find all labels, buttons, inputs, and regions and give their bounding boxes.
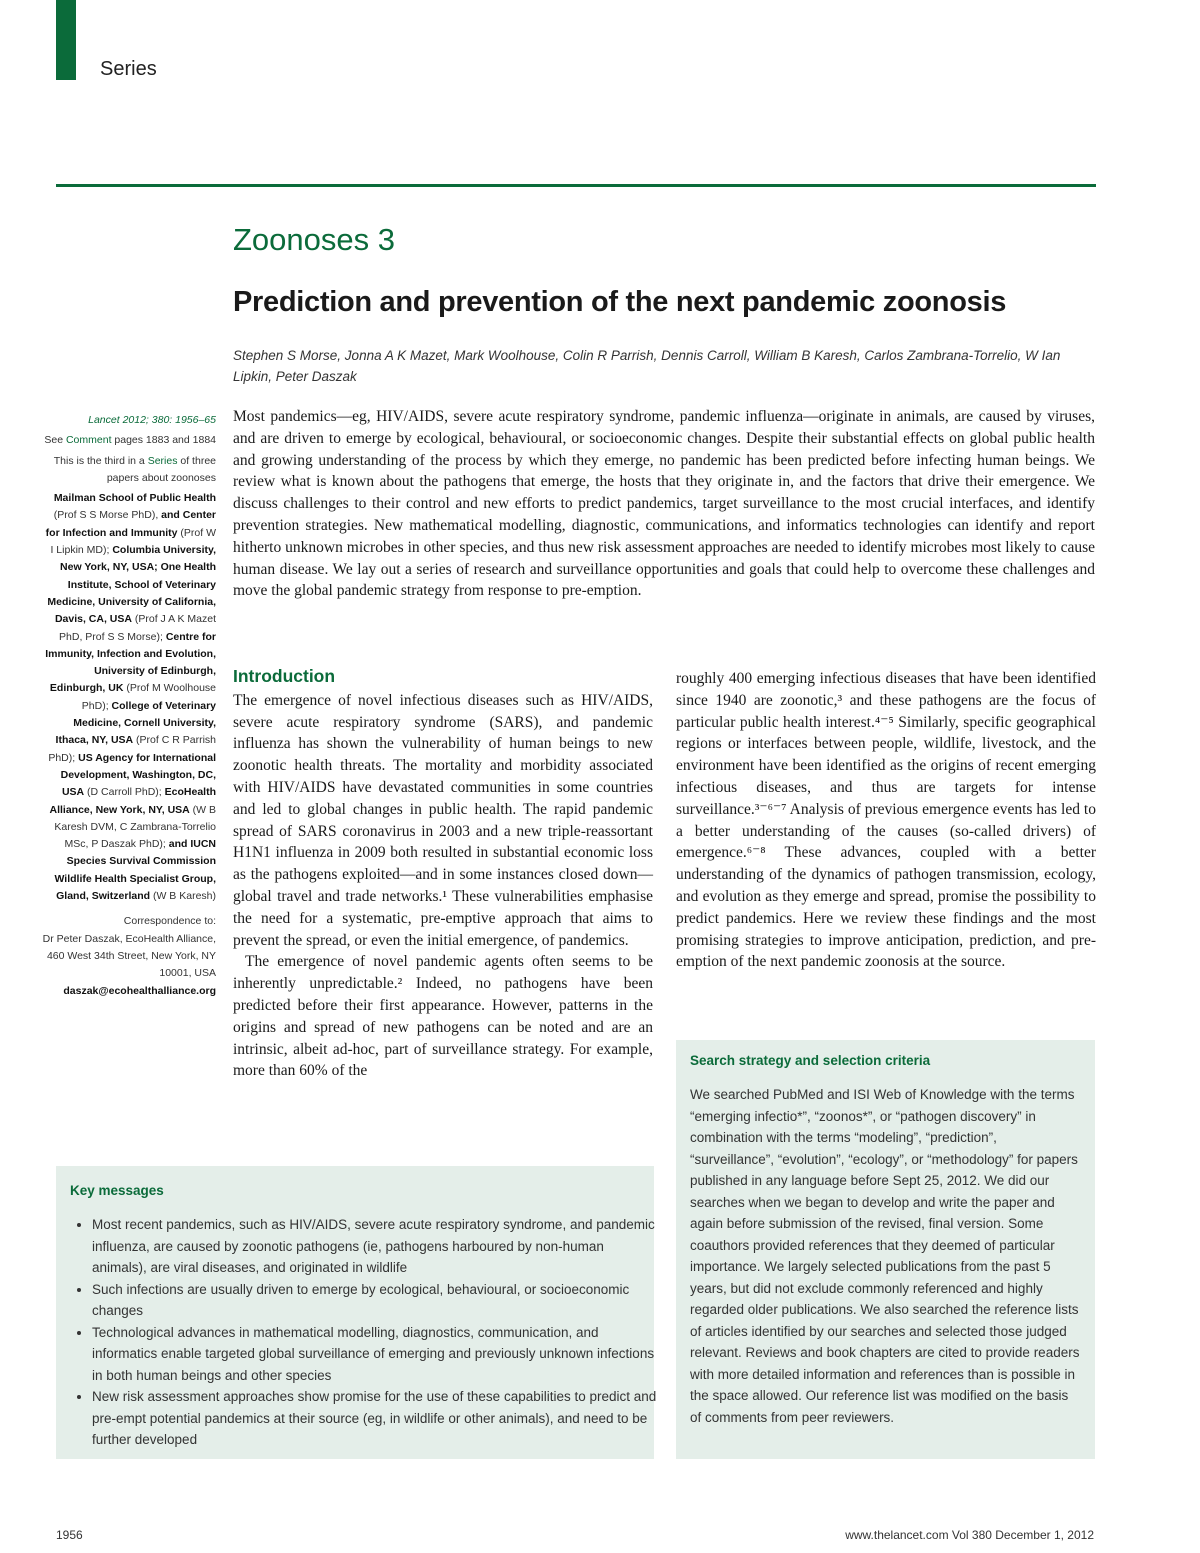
series-note: This is the third in a Series of three papers about zoonoses <box>53 454 216 484</box>
search-strategy-text: We searched PubMed and ISI Web of Knowledge with the terms “emerging infectio*”, “zoonos*”, or “pathogen discovery” in combination with the terms “modeling”, “prediction”, “surveillance”, “evolution”, “ecology”, or “methodology” for papers published in any language before Sept 25, 2012. We did our searches when we began to develop and write the paper and again before submission of the revised, final version. Some coauthors provided references that they deemed of particular importance. We largely selected publications from the past 5 years, but did not exclude commonly referenced and highly regarded older publications. We also searched the reference lists of articles identified by our searches and selected those judged relevant. Reviews and book chapters are cited to provide readers with more detailed information and references than is possible in the space allowed. Our reference list was modified on the basis of comments from peer reviewers. <box>690 1087 1080 1425</box>
list-item: • Most recent pandemics, such as HIV/AIDS, severe acute respiratory syndrome, and pandemic influenza, are caused by zoonotic pathogens (ie, pathogens harboured by non-human animals), are viral diseases, and originated in wildlife <box>92 1214 662 1279</box>
abstract: Most pandemics—eg, HIV/AIDS, severe acute respiratory syndrome, pandemic influenza—originate in animals, are caused by viruses, and are driven to emerge by ecological, behavioural, or socioeconomic changes. Despite their substantial effects on global public health and growing understanding of the process by which they emerge, no pandemic has been predicted before infecting human beings. We review what is known about the pathogens that emerge, the hosts that they originate in, and the factors that drive their emergence. We discuss challenges to their control and new efforts to predict pandemics, target surveillance to the most crucial interfaces, and identify prevention strategies. New mathematical modelling, diagnostic, communications, and informatics technologies can identify and report hitherto unknown microbes in other species, and thus new risk assessment approaches are needed to identify microbes most likely to cause human disease. We lay out a series of research and surveillance opportunities and goals that could help to overcome these challenges and move the global pandemic strategy from response to pre-emption. <box>233 408 1095 600</box>
intro-paragraph-1: The emergence of novel infectious diseases such as HIV/AIDS, severe acute respiratory syndrome (SARS), and pandemic influenza has shown the vulnerability of human beings to new zoonotic health threats. The mortality and morbidity associated with HIV/AIDS have devastated communities in some countries and led to global changes in public health. The rapid pandemic spread of SARS coronavirus in 2003 and a new triple-reassortant H1N1 influenza in 2009 both resulted in substantial economic loss as the pathogens exploited—and in some instances closed down—global travel and trade networks.¹ These vulnerabilities emphasise the need for a systematic, pre-emptive approach that aims to prevent the spread, or even the initial emergence, of pandemics. <box>233 691 653 949</box>
intro-left-column <box>233 666 653 1082</box>
list-item: • New risk assessment approaches show promise for the use of these capabilities to predict and pre-empt potential pandemics at their source (eg, in wildlife or other animals), and need to be further developed <box>92 1386 662 1451</box>
citation: Lancet 2012; 380: 1956–65 <box>88 414 216 426</box>
series-link[interactable]: Series <box>147 454 178 467</box>
article-title: Prediction and prevention of the next pandemic zoonosis <box>233 286 1007 318</box>
correspondence-email[interactable]: daszak@ecohealthalliance.org <box>63 984 216 997</box>
intro-heading: Introduction <box>233 666 336 686</box>
key-messages-panel <box>56 1166 657 1459</box>
list-item: • Technological advances in mathematical modelling, diagnostics, communication, and informatics enable targeted global surveillance of emerging and previously unknown infections in both human beings and other species <box>92 1322 662 1387</box>
page-number: 1956 <box>56 1528 83 1542</box>
correspondence: Correspondence to: Dr Peter Daszak, EcoHealth Alliance, 460 West 34th Street, New York, NY 10001, USA daszak@ecohealthalliance.org <box>42 915 216 997</box>
see-comment-note: See Comment pages 1883 and 1884 <box>44 434 216 447</box>
key-messages-heading: Key messages <box>70 1183 164 1198</box>
journal-footer: www.thelancet.com Vol 380 December 1, 2012 <box>845 1528 1094 1542</box>
series-label: Series <box>100 58 157 80</box>
header-divider <box>56 184 1096 187</box>
search-strategy-heading: Search strategy and selection criteria <box>690 1053 931 1068</box>
affiliations: Mailman School of Public Health (Prof S S Morse PhD), and Center for Infection and Immunity (Prof W I Lipkin MD); Columbia University, New York, NY, USA; One Health Institute, School of Veterinary Medicine, University of California, Davis, CA, USA (Prof J A K Mazet PhD, Prof S S Morse); Centre for Immunity, Infection and Evolution, University of Edinburgh, Edinburgh, UK (Prof M Woolhouse PhD); College of Veterinary Medicine, Cornell University, Ithaca, NY, USA (Prof C R Parrish PhD); US Agency for International Development, Washington, DC, USA (D Carroll PhD); EcoHealth Alliance, New York, NY, USA (W B Karesh DVM, C Zambrana-Torrelio MSc, P Daszak PhD); and IUCN Species Survival Commission Wildlife Health Specialist Group, Gland, Switzerland (W B Karesh) <box>45 492 216 903</box>
list-item: • Such infections are usually driven to emerge by ecological, behavioural, or socioeconomic changes <box>92 1279 662 1322</box>
series-number: Zoonoses 3 <box>233 222 395 257</box>
comment-link[interactable]: Comment <box>65 434 112 447</box>
key-messages-list <box>70 1214 662 1451</box>
search-strategy-panel <box>676 1040 1095 1459</box>
series-marker-bar <box>56 0 76 80</box>
intro-paragraph-2: The emergence of novel pandemic agents often seems to be inherently unpredictable.² Indeed, no pathogens have been predicted before their first appearance. However, patterns in the origins and spread of new pathogens can be noted and are an intrinsic, albeit ad-hoc, part of surveillance strategy. For example, more than 60% of the <box>233 953 653 1080</box>
affiliations-sidebar <box>40 412 216 1003</box>
author-list: Stephen S Morse, Jonna A K Mazet, Mark Woolhouse, Colin R Parrish, Dennis Carroll, William B Karesh, Carlos Zambrana-Torrelio, W Ian Lipkin, Peter Daszak <box>233 348 1061 384</box>
intro-right-column <box>676 668 1096 973</box>
intro-paragraph-3: roughly 400 emerging infectious diseases that have been identified since 1940 are zoonotic,³ and these pathogens are the focus of particular public health interest.⁴⁻⁵ Similarly, specific geographical regions or interfaces between people, wildlife, livestock, and the environment have been identified as the origins of recent emerging infectious diseases, and thus are targets for intense surveillance.³⁻⁶⁻⁷ Analysis of previous emergence events has led to a better understanding of the causes (so-called drivers) of emergence.⁶⁻⁸ These advances, coupled with a better understanding of the dynamics of pathogen transmission, ecology, and evolution as they emerge and spread, promise the possibility to predict pandemics. Here we review these findings and the most promising strategies to improve anticipation, prediction, and pre-emption of the next pandemic zoonosis at the source. <box>676 670 1096 971</box>
